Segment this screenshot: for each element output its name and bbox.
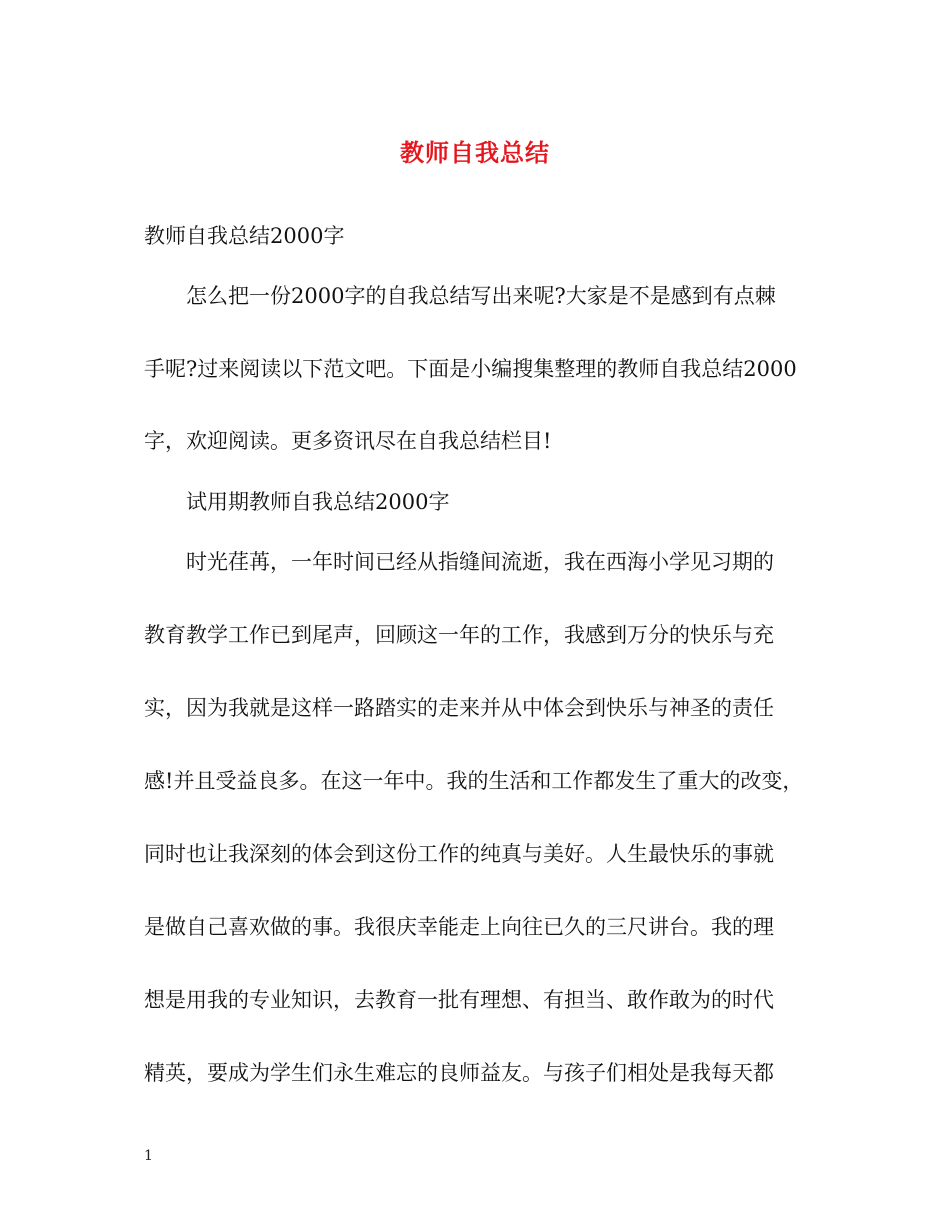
body-line-4: 感!并且受益良多。在这一年中。我的生活和工作都发生了重大的改变， <box>144 769 804 793</box>
body-line-8: 精英，要成为学生们永生难忘的良师益友。与孩子们相处是我每天都 <box>144 1061 774 1085</box>
section-heading: 试用期教师自我总结2000字 <box>186 490 450 514</box>
body-line-7: 想是用我的专业知识，去教育一批有理想、有担当、敢作敢为的时代 <box>144 988 774 1012</box>
body-line-2: 教育教学工作已到尾声，回顾这一年的工作，我感到万分的快乐与充 <box>144 623 774 647</box>
intro-line-1: 怎么把一份2000字的自我总结写出来呢?大家是不是感到有点棘 <box>186 284 776 308</box>
intro-line-2: 手呢?过来阅读以下范文吧。下面是小编搜集整理的教师自我总结2000 <box>144 357 797 381</box>
body-line-6: 是做自己喜欢做的事。我很庆幸能走上向往已久的三尺讲台。我的理 <box>144 915 774 939</box>
body-line-3: 实，因为我就是这样一路踏实的走来并从中体会到快乐与神圣的责任 <box>144 696 774 720</box>
body-line-1: 时光荏苒，一年时间已经从指缝间流逝，我在西海小学见习期的 <box>186 550 774 574</box>
page-number: 1 <box>144 1148 153 1164</box>
document-title: 教师自我总结 <box>400 138 550 167</box>
intro-line-3: 字，欢迎阅读。更多资讯尽在自我总结栏目! <box>144 429 552 453</box>
body-line-5: 同时也让我深刻的体会到这份工作的纯真与美好。人生最快乐的事就 <box>144 842 774 866</box>
document-subtitle: 教师自我总结2000字 <box>144 224 345 248</box>
